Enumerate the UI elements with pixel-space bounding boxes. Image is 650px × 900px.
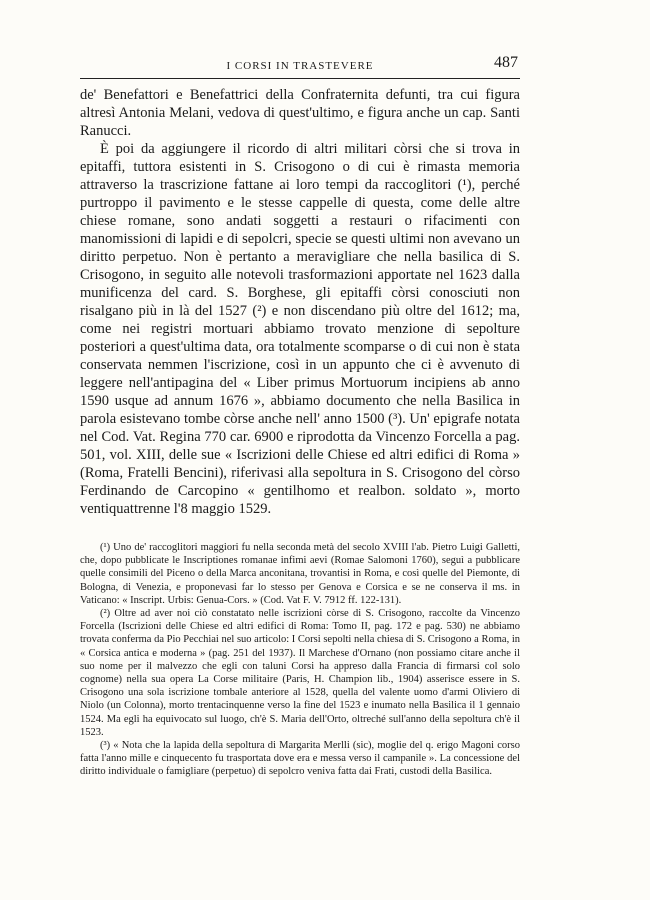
- running-title: I CORSI IN TRASTEVERE: [226, 60, 374, 72]
- paragraph-1: de' Benefattori e Benefattrici della Confraternita defunti, tra cui figura altresì Antonia Melani, vedova di quest'ultimo, e figura anche un cap. Santi Ranucci.: [80, 87, 520, 139]
- paragraph-2: È poi da aggiungere il ricordo di altri militari còrsi che si trova in epitaffi, tuttora esistenti in S. Crisogono o di cui è rimasta memoria attraverso la trascrizione fattane ai loro tempi da raccoglitori (¹), perché purtroppo il pavimento e le stesse cappelle di questa, come delle altre chiese romane, sono andati soggetti a restauri o rifacimenti con manomissioni di lapidi e di sepolcri, specie se questi ultimi non avevano un diritto perpetuo. Non è pertanto a meravigliare che nella basilica di S. Crisogono, in seguito alle notevoli trasformazioni apportate nel 1623 dalla munificenza del card. S. Borghese, gli epitaffi còrsi conosciuti non risalgano più in là del 1527 (²) e non discendano più oltre del 1612; ma, come nei registri mortuari abbiamo trovato menzione di sepolture posteriori a quest'ultima data, ora totalmente scomparse o di cui non è stata conservata nemmen l'iscrizione, così in un appunto che ci è avvenuto di leggere nell'antipagina del « Liber primus Mortuorum incipiens ab anno 1590 usque ad annum 1676 », abbiamo documento che nella Basilica in parola esistevano tombe còrse anche nell' anno 1500 (³). Un' epigrafe notata nel Cod. Vat. Regina 770 car. 6900 e riprodotta da Vincenzo Forcella a pag. 501, vol. XIII, delle sue « Iscrizioni delle Chiese ed altri edifici di Roma » (Roma, Fratelli Bencini), riferivasi alla sepoltura in S. Crisogono del còrso Ferdinando de Carcopino « gentilhomo et realbon. soldato », morto ventiquattrenne l'8 maggio 1529.: [80, 141, 520, 517]
- main-text: [80, 86, 520, 518]
- page-number: 487: [494, 54, 518, 71]
- footnotes: [80, 541, 520, 779]
- page-header: [80, 54, 520, 79]
- footnote-3: (³) « Nota che la lapida della sepoltura di Margarita Merlli (sic), moglie del q. erigo Magoni corso fatta l'anno mille e cinquecento fu trasportata dove era e messa verso il campanile ». La concessione del diritto individuale o famigliare (perpetuo) di sepolcro veniva fatta dai Frati, custodi della Basilica.: [80, 740, 520, 778]
- footnote-1: (¹) Uno de' raccoglitori maggiori fu nella seconda metà del secolo XVIII l'ab. Pietro Luigi Galletti, che, dopo pubblicate le Inscriptiones romanae infimi aevi (Romae Salomoni 1760), seguì a pubblicare quelle consimili del Piceno o della Marca anconitana, trovantisi in Roma, e così quelle del Piemonte, di Bologna, di Venezia, e proponevasi far lo stesso per Genova e Corsica e se ne conserva il ms. in Vaticano: « Inscript. Urbis: Genua-Cors. » (Cod. Vat F. V. 7912 ff. 122-131).: [80, 542, 520, 606]
- footnote-2: (²) Oltre ad aver noi ciò constatato nelle iscrizioni còrse di S. Crisogono, raccolte da Vincenzo Forcella (Iscrizioni delle Chiese ed altri edifici di Roma: Tomo II, pag. 172 e pag. 530) ne abbiamo trovata conferma da Pio Pecchiai nel suo articolo: I Corsi sepolti nella chiesa di S. Crisogono a Roma, in « Corsica antica e moderna » (pag. 251 del 1937). Il Marchese d'Ornano (non possiamo citare anche il suo nome per il malvezzo che egli con taluni Corsi ha appreso dalla Francia di firmarsi col solo cognome) nella sua opera La Corse militaire (Paris, H. Champion lib., 1904) asserisce essere in S. Crisogono una sola iscrizione tombale anteriore al 1528, quella del valente uomo d'armi Oliviero di Niolo (un Colonna), morto trentacinquenne verso la fine del 1523 e inumato nella Basilica il 1 gennaio 1524. Ma egli ha equivocato sul luogo, ch'è S. Maria dell'Orto, oltreché sull'anno della sepoltura ch'è il 1523.: [80, 608, 520, 738]
